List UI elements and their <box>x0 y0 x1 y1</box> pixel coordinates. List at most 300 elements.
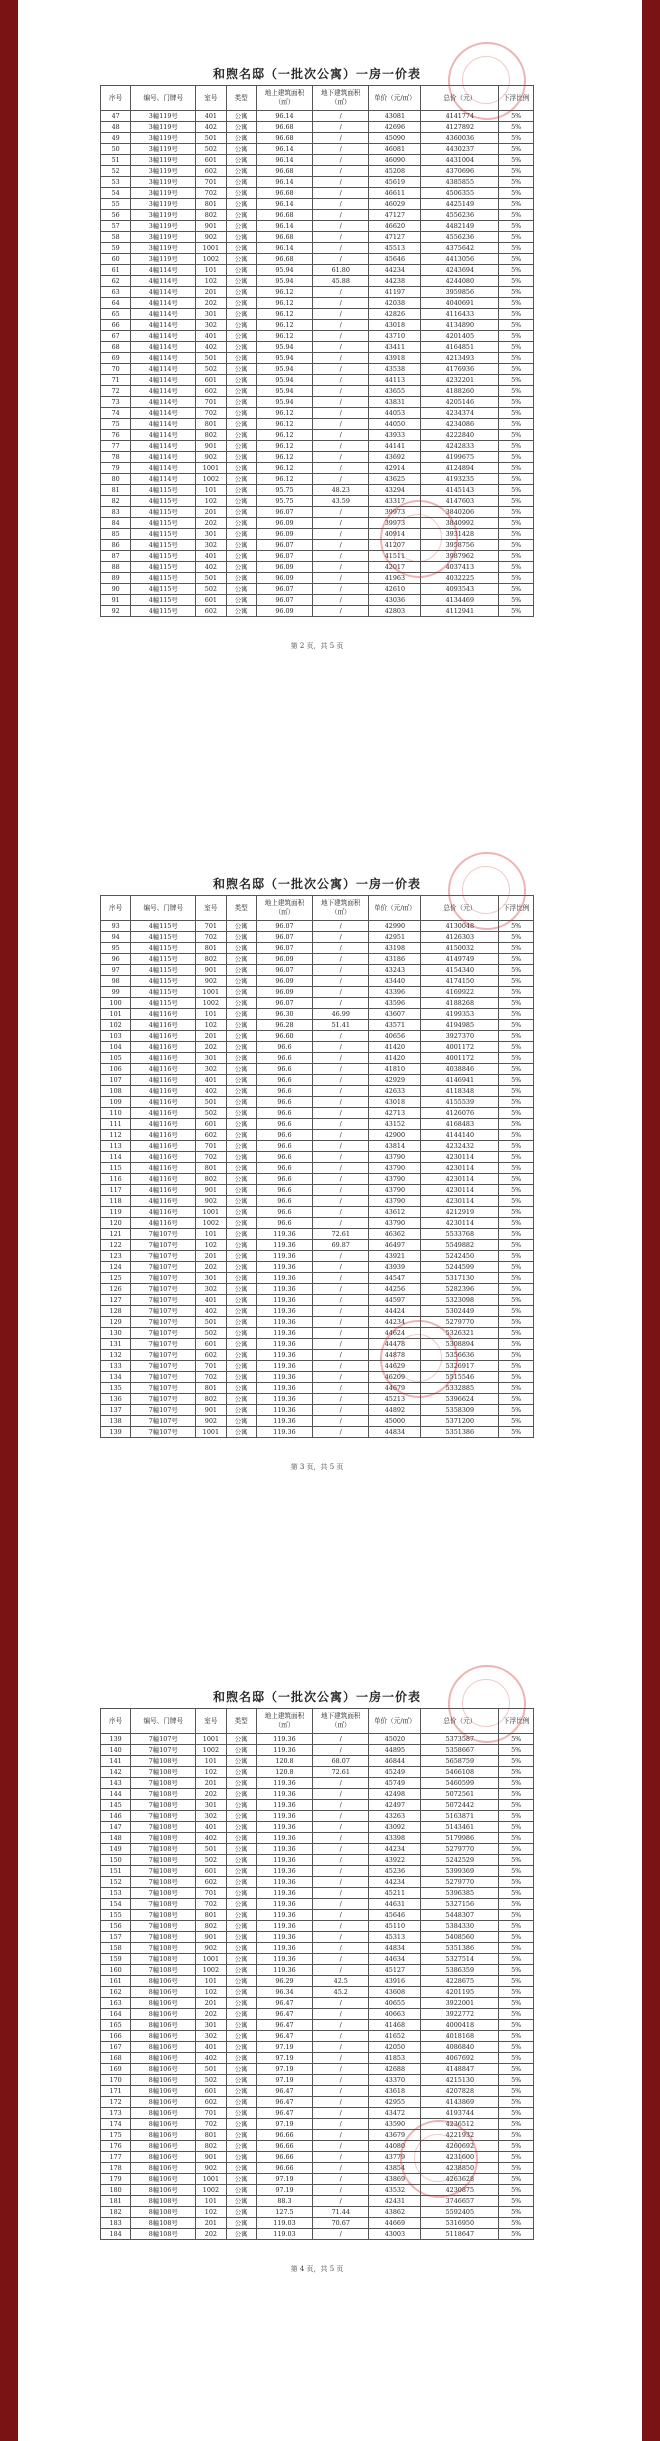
table-cell: 41207 <box>369 540 421 551</box>
table-cell: / <box>313 2097 369 2108</box>
table-cell: 5% <box>499 965 534 976</box>
table-cell: 公寓 <box>226 1251 256 1262</box>
table-row <box>101 1921 534 1932</box>
table-cell: / <box>313 408 369 419</box>
table-cell: 7幢108号 <box>131 1921 196 1932</box>
table-cell: 40655 <box>369 1998 421 2009</box>
table-cell: 4幢114号 <box>131 298 196 309</box>
table-cell: 7幢107号 <box>131 1273 196 1284</box>
table-cell: 公寓 <box>226 976 256 987</box>
table-cell: 5% <box>499 1383 534 1394</box>
table-cell: / <box>313 419 369 430</box>
table-cell: / <box>313 562 369 573</box>
table-row <box>101 1339 534 1350</box>
table-cell: 4幢116号 <box>131 1207 196 1218</box>
table-cell: 4201405 <box>421 331 499 342</box>
table-cell: 401 <box>196 1822 226 1833</box>
table-cell: 44878 <box>369 1350 421 1361</box>
table-cell: 7幢107号 <box>131 1251 196 1262</box>
table-cell: 46.99 <box>313 1009 369 1020</box>
table-cell: 4126076 <box>421 1108 499 1119</box>
table-cell: 119.36 <box>256 1789 312 1800</box>
table-cell: 公寓 <box>226 2064 256 2075</box>
table-cell: 69.87 <box>313 1240 369 1251</box>
table-cell: 164 <box>101 2009 131 2020</box>
table-cell: 公寓 <box>226 2097 256 2108</box>
table-cell: 公寓 <box>226 1910 256 1921</box>
table-cell: 公寓 <box>226 133 256 144</box>
table-cell: / <box>313 144 369 155</box>
column-header: 下浮比例 <box>499 86 534 111</box>
table-cell: 42955 <box>369 2097 421 2108</box>
table-cell: 公寓 <box>226 1207 256 1218</box>
table-cell: 4幢116号 <box>131 1163 196 1174</box>
table-cell: 4118348 <box>421 1086 499 1097</box>
table-cell: 5317130 <box>421 1273 499 1284</box>
table-cell: / <box>313 1965 369 1976</box>
table-cell: 602 <box>196 1877 226 1888</box>
table-cell: 公寓 <box>226 1943 256 1954</box>
table-cell: / <box>313 1064 369 1075</box>
table-cell: 5% <box>499 1822 534 1833</box>
table-cell: 41197 <box>369 287 421 298</box>
table-cell: 96.09 <box>256 518 312 529</box>
table-row <box>101 2086 534 2097</box>
table-cell: 4001172 <box>421 1053 499 1064</box>
table-cell: 119.36 <box>256 1405 312 1416</box>
table-cell: 100 <box>101 998 131 1009</box>
table-cell: 4188260 <box>421 386 499 397</box>
table-cell: 5% <box>499 1767 534 1778</box>
table-cell: 5% <box>499 2207 534 2218</box>
table-cell: 5% <box>499 397 534 408</box>
table-cell: / <box>313 1207 369 1218</box>
table-cell: / <box>313 1844 369 1855</box>
table-cell: 3幢119号 <box>131 232 196 243</box>
table-cell: 4幢116号 <box>131 1064 196 1075</box>
table-cell: 155 <box>101 1910 131 1921</box>
table-cell: / <box>313 221 369 232</box>
table-cell: 96.14 <box>256 199 312 210</box>
table-cell: 90 <box>101 584 131 595</box>
table-row <box>101 1152 534 1163</box>
table-cell: 5% <box>499 2108 534 2119</box>
table-cell: / <box>313 298 369 309</box>
table-cell: 5% <box>499 2218 534 2229</box>
table-cell: 7幢107号 <box>131 1328 196 1339</box>
table-cell: 5% <box>499 2009 534 2020</box>
table-cell: / <box>313 1921 369 1932</box>
table-cell: 41652 <box>369 2031 421 2042</box>
table-cell: 74 <box>101 408 131 419</box>
table-cell: 63 <box>101 287 131 298</box>
table-cell: 701 <box>196 177 226 188</box>
table-cell: 公寓 <box>226 243 256 254</box>
table-cell: 168 <box>101 2053 131 2064</box>
table-cell: 公寓 <box>226 2086 256 2097</box>
table-cell: 96.12 <box>256 298 312 309</box>
table-cell: 801 <box>196 1910 226 1921</box>
table-cell: 5% <box>499 1427 534 1438</box>
table-row <box>101 144 534 155</box>
table-cell: 202 <box>196 1042 226 1053</box>
table-cell: 公寓 <box>226 1987 256 1998</box>
column-header: 总价（元） <box>421 1709 499 1734</box>
table-cell: 43590 <box>369 2119 421 2130</box>
table-cell: / <box>313 1284 369 1295</box>
table-cell: 5358309 <box>421 1405 499 1416</box>
table-cell: 4199353 <box>421 1009 499 1020</box>
table-cell: 公寓 <box>226 1833 256 1844</box>
table-cell: 5% <box>499 254 534 265</box>
table-cell: 5% <box>499 177 534 188</box>
table-cell: 8幢106号 <box>131 2031 196 2042</box>
column-header: 地上建筑面积（㎡） <box>256 1709 312 1734</box>
table-cell: 5% <box>499 1075 534 1086</box>
table-cell: 4幢114号 <box>131 364 196 375</box>
table-cell: 5% <box>499 1844 534 1855</box>
table-cell: 43608 <box>369 1987 421 1998</box>
table-cell: / <box>313 1174 369 1185</box>
table-cell: 59 <box>101 243 131 254</box>
table-cell: 3922001 <box>421 1998 499 2009</box>
table-row <box>101 276 534 287</box>
table-cell: 501 <box>196 1844 226 1855</box>
table-cell: 3幢119号 <box>131 144 196 155</box>
table-cell: 44597 <box>369 1295 421 1306</box>
table-cell: 5% <box>499 1130 534 1141</box>
table-cell: 8幢108号 <box>131 2196 196 2207</box>
table-cell: 96.68 <box>256 166 312 177</box>
column-header: 总价（元） <box>421 86 499 111</box>
table-cell: 4幢116号 <box>131 1130 196 1141</box>
table-row <box>101 987 534 998</box>
column-header: 总价（元） <box>421 896 499 921</box>
table-cell: 119.36 <box>256 1866 312 1877</box>
table-cell: / <box>313 1328 369 1339</box>
official-seal <box>448 852 526 930</box>
table-cell: 119.36 <box>256 1954 312 1965</box>
table-cell: / <box>313 1866 369 1877</box>
table-cell: 96.07 <box>256 551 312 562</box>
table-cell: 5592405 <box>421 2207 499 2218</box>
table-cell: 5% <box>499 2185 534 2196</box>
table-cell: 97.19 <box>256 2174 312 2185</box>
table-cell: 4037413 <box>421 562 499 573</box>
price-table <box>100 895 534 1438</box>
table-cell: 119.36 <box>256 1317 312 1328</box>
table-cell: 42803 <box>369 606 421 617</box>
table-cell: 7幢108号 <box>131 1811 196 1822</box>
table-cell: / <box>313 375 369 386</box>
table-cell: 44234 <box>369 1844 421 1855</box>
table-cell: 802 <box>196 1174 226 1185</box>
table-cell: 120.8 <box>256 1756 312 1767</box>
table-cell: 202 <box>196 298 226 309</box>
table-cell: 125 <box>101 1273 131 1284</box>
table-cell: 301 <box>196 1273 226 1284</box>
table-cell: 96.66 <box>256 2141 312 2152</box>
table-cell: 公寓 <box>226 1075 256 1086</box>
table-cell: 138 <box>101 1416 131 1427</box>
table-cell: 46844 <box>369 1756 421 1767</box>
table-cell: 5% <box>499 408 534 419</box>
table-cell: 5% <box>499 188 534 199</box>
table-cell: 5% <box>499 954 534 965</box>
table-cell: 5386359 <box>421 1965 499 1976</box>
table-cell: 公寓 <box>226 2075 256 2086</box>
table-cell: / <box>313 232 369 243</box>
table-cell: 5356636 <box>421 1350 499 1361</box>
table-cell: / <box>313 441 369 452</box>
table-row <box>101 375 534 386</box>
table-cell: 901 <box>196 2152 226 2163</box>
table-cell: 96.6 <box>256 1174 312 1185</box>
table-cell: 4040691 <box>421 298 499 309</box>
table-cell: / <box>313 122 369 133</box>
table-cell: 5466108 <box>421 1767 499 1778</box>
table-cell: 42633 <box>369 1086 421 1097</box>
table-cell: 57 <box>101 221 131 232</box>
table-cell: 公寓 <box>226 1229 256 1240</box>
table-cell: 802 <box>196 1921 226 1932</box>
table-cell: 公寓 <box>226 1086 256 1097</box>
table-cell: / <box>313 1339 369 1350</box>
table-cell: / <box>313 1833 369 1844</box>
table-cell: / <box>313 1317 369 1328</box>
table-cell: 501 <box>196 353 226 364</box>
table-row <box>101 166 534 177</box>
table-cell: 46362 <box>369 1229 421 1240</box>
table-cell: 802 <box>196 210 226 221</box>
table-row <box>101 1899 534 1910</box>
table-cell: 4230114 <box>421 1218 499 1229</box>
table-cell: / <box>313 364 369 375</box>
table-cell: 602 <box>196 606 226 617</box>
table-cell: 公寓 <box>226 921 256 932</box>
table-cell: / <box>313 1910 369 1921</box>
table-cell: / <box>313 1745 369 1756</box>
table-cell: 4067692 <box>421 2053 499 2064</box>
table-row <box>101 1405 534 1416</box>
table-cell: 75 <box>101 419 131 430</box>
table-cell: 46029 <box>369 199 421 210</box>
table-cell: 108 <box>101 1086 131 1097</box>
table-cell: / <box>313 987 369 998</box>
table-cell: 公寓 <box>226 276 256 287</box>
table-cell: 4幢115号 <box>131 496 196 507</box>
table-cell: 5% <box>499 2196 534 2207</box>
table-cell: 5072442 <box>421 1800 499 1811</box>
table-cell: / <box>313 1899 369 1910</box>
table-row <box>101 1789 534 1800</box>
table-cell: 44669 <box>369 2218 421 2229</box>
table-cell: 5% <box>499 518 534 529</box>
table-cell: 7幢108号 <box>131 1855 196 1866</box>
table-cell: 5% <box>499 943 534 954</box>
table-cell: / <box>313 1778 369 1789</box>
table-cell: 701 <box>196 1361 226 1372</box>
table-row <box>101 573 534 584</box>
table-cell: 902 <box>196 976 226 987</box>
table-cell: 95.75 <box>256 485 312 496</box>
table-cell: 5% <box>499 1756 534 1767</box>
table-cell: 53 <box>101 177 131 188</box>
table-cell: / <box>313 1306 369 1317</box>
table-cell: / <box>313 551 369 562</box>
table-row <box>101 1756 534 1767</box>
table-row <box>101 1119 534 1130</box>
table-cell: 7幢108号 <box>131 1910 196 1921</box>
table-cell: 4幢116号 <box>131 1053 196 1064</box>
table-cell: 公寓 <box>226 987 256 998</box>
table-cell: 5% <box>499 1899 534 1910</box>
table-row <box>101 540 534 551</box>
table-cell: 119.36 <box>256 1383 312 1394</box>
table-cell: 公寓 <box>226 1954 256 1965</box>
table-cell: 302 <box>196 2031 226 2042</box>
table-cell: 8幢106号 <box>131 2163 196 2174</box>
table-cell: 44679 <box>369 1383 421 1394</box>
table-cell: 95 <box>101 943 131 954</box>
table-cell: 3幢119号 <box>131 111 196 122</box>
table-body <box>101 111 534 617</box>
table-cell: 公寓 <box>226 1174 256 1185</box>
page-footer: 第 3 页，共 5 页 <box>290 1463 344 1471</box>
table-cell: 5% <box>499 1789 534 1800</box>
table-cell: 4144140 <box>421 1130 499 1141</box>
table-cell: 4幢114号 <box>131 452 196 463</box>
table-cell: 4幢116号 <box>131 1020 196 1031</box>
table-cell: 101 <box>196 485 226 496</box>
table-cell: 96 <box>101 954 131 965</box>
table-cell: 96.6 <box>256 1086 312 1097</box>
table-cell: 4幢115号 <box>131 485 196 496</box>
table-cell: 5% <box>499 1020 534 1031</box>
table-cell: 5326917 <box>421 1361 499 1372</box>
table-cell: 102 <box>196 496 226 507</box>
table-cell: 119.03 <box>256 2218 312 2229</box>
table-cell: 4幢115号 <box>131 976 196 987</box>
table-row <box>101 1317 534 1328</box>
table-cell: 802 <box>196 2141 226 2152</box>
table-cell: 302 <box>196 1064 226 1075</box>
table-cell: 46620 <box>369 221 421 232</box>
table-cell: 8幢108号 <box>131 2229 196 2240</box>
table-cell: 45211 <box>369 1888 421 1899</box>
table-row <box>101 320 534 331</box>
table-cell: / <box>313 943 369 954</box>
table-cell: 8幢106号 <box>131 2141 196 2152</box>
table-cell: 502 <box>196 364 226 375</box>
table-cell: 7幢107号 <box>131 1339 196 1350</box>
page-title: 和煦名邸（一批次公寓）一房一价表 <box>212 877 421 891</box>
table-cell: 5327514 <box>421 1954 499 1965</box>
table-cell: 5% <box>499 1372 534 1383</box>
table-cell: 44113 <box>369 375 421 386</box>
table-cell: 72.61 <box>313 1229 369 1240</box>
table-cell: 3958756 <box>421 540 499 551</box>
table-cell: 801 <box>196 1383 226 1394</box>
table-cell: 公寓 <box>226 965 256 976</box>
table-cell: 4205146 <box>421 397 499 408</box>
table-cell: / <box>313 965 369 976</box>
table-cell: 58 <box>101 232 131 243</box>
table-cell: 43790 <box>369 1185 421 1196</box>
table-cell: 602 <box>196 2097 226 2108</box>
table-cell: 115 <box>101 1163 131 1174</box>
table-cell: 402 <box>196 1086 226 1097</box>
table-cell: / <box>313 111 369 122</box>
table-cell: 39973 <box>369 518 421 529</box>
price-table <box>100 85 534 617</box>
table-cell: / <box>313 1943 369 1954</box>
table-cell: 5% <box>499 2064 534 2075</box>
table-cell: 43916 <box>369 1976 421 1987</box>
table-cell: 40663 <box>369 2009 421 2020</box>
table-cell: 4幢114号 <box>131 309 196 320</box>
table-cell: 5% <box>499 932 534 943</box>
table-cell: 5% <box>499 1877 534 1888</box>
table-cell: 112 <box>101 1130 131 1141</box>
table-cell: 8幢106号 <box>131 2097 196 2108</box>
table-cell: 101 <box>196 265 226 276</box>
table-cell: 601 <box>196 2086 226 2097</box>
table-cell: 110 <box>101 1108 131 1119</box>
table-cell: 5% <box>499 1097 534 1108</box>
table-cell: 4116433 <box>421 309 499 320</box>
table-cell: 45213 <box>369 1394 421 1405</box>
table-cell: 42038 <box>369 298 421 309</box>
table-cell: 401 <box>196 111 226 122</box>
table-cell: 4幢114号 <box>131 375 196 386</box>
table-cell: 7幢107号 <box>131 1372 196 1383</box>
table-row <box>101 1866 534 1877</box>
price-page <box>100 1688 534 2274</box>
table-cell: 119.36 <box>256 1262 312 1273</box>
table-cell: 公寓 <box>226 232 256 243</box>
table-cell: 7幢107号 <box>131 1350 196 1361</box>
table-cell: 5% <box>499 1778 534 1789</box>
table-cell: 5% <box>499 1196 534 1207</box>
table-cell: / <box>313 1152 369 1163</box>
table-cell: 4幢115号 <box>131 932 196 943</box>
table-cell: 5% <box>499 1987 534 1998</box>
table-cell: 5% <box>499 2152 534 2163</box>
table-cell: 4176936 <box>421 364 499 375</box>
table-cell: 7幢108号 <box>131 1965 196 1976</box>
table-cell: 801 <box>196 1163 226 1174</box>
table-cell: 96.60 <box>256 1031 312 1042</box>
table-cell: 5% <box>499 1998 534 2009</box>
column-header: 室号 <box>196 896 226 921</box>
table-cell: 公寓 <box>226 353 256 364</box>
table-cell: 公寓 <box>226 507 256 518</box>
table-cell: 5% <box>499 987 534 998</box>
table-cell: 5448307 <box>421 1910 499 1921</box>
table-cell: 公寓 <box>226 1811 256 1822</box>
table-cell: 96.07 <box>256 998 312 1009</box>
table-cell: 180 <box>101 2185 131 2196</box>
table-cell: 130 <box>101 1328 131 1339</box>
table-cell: 3幢119号 <box>131 199 196 210</box>
table-cell: 4126303 <box>421 932 499 943</box>
table-cell: 公寓 <box>226 1141 256 1152</box>
table-cell: 96.14 <box>256 243 312 254</box>
table-cell: 76 <box>101 430 131 441</box>
table-row <box>101 188 534 199</box>
column-header: 地上建筑面积（㎡） <box>256 896 312 921</box>
